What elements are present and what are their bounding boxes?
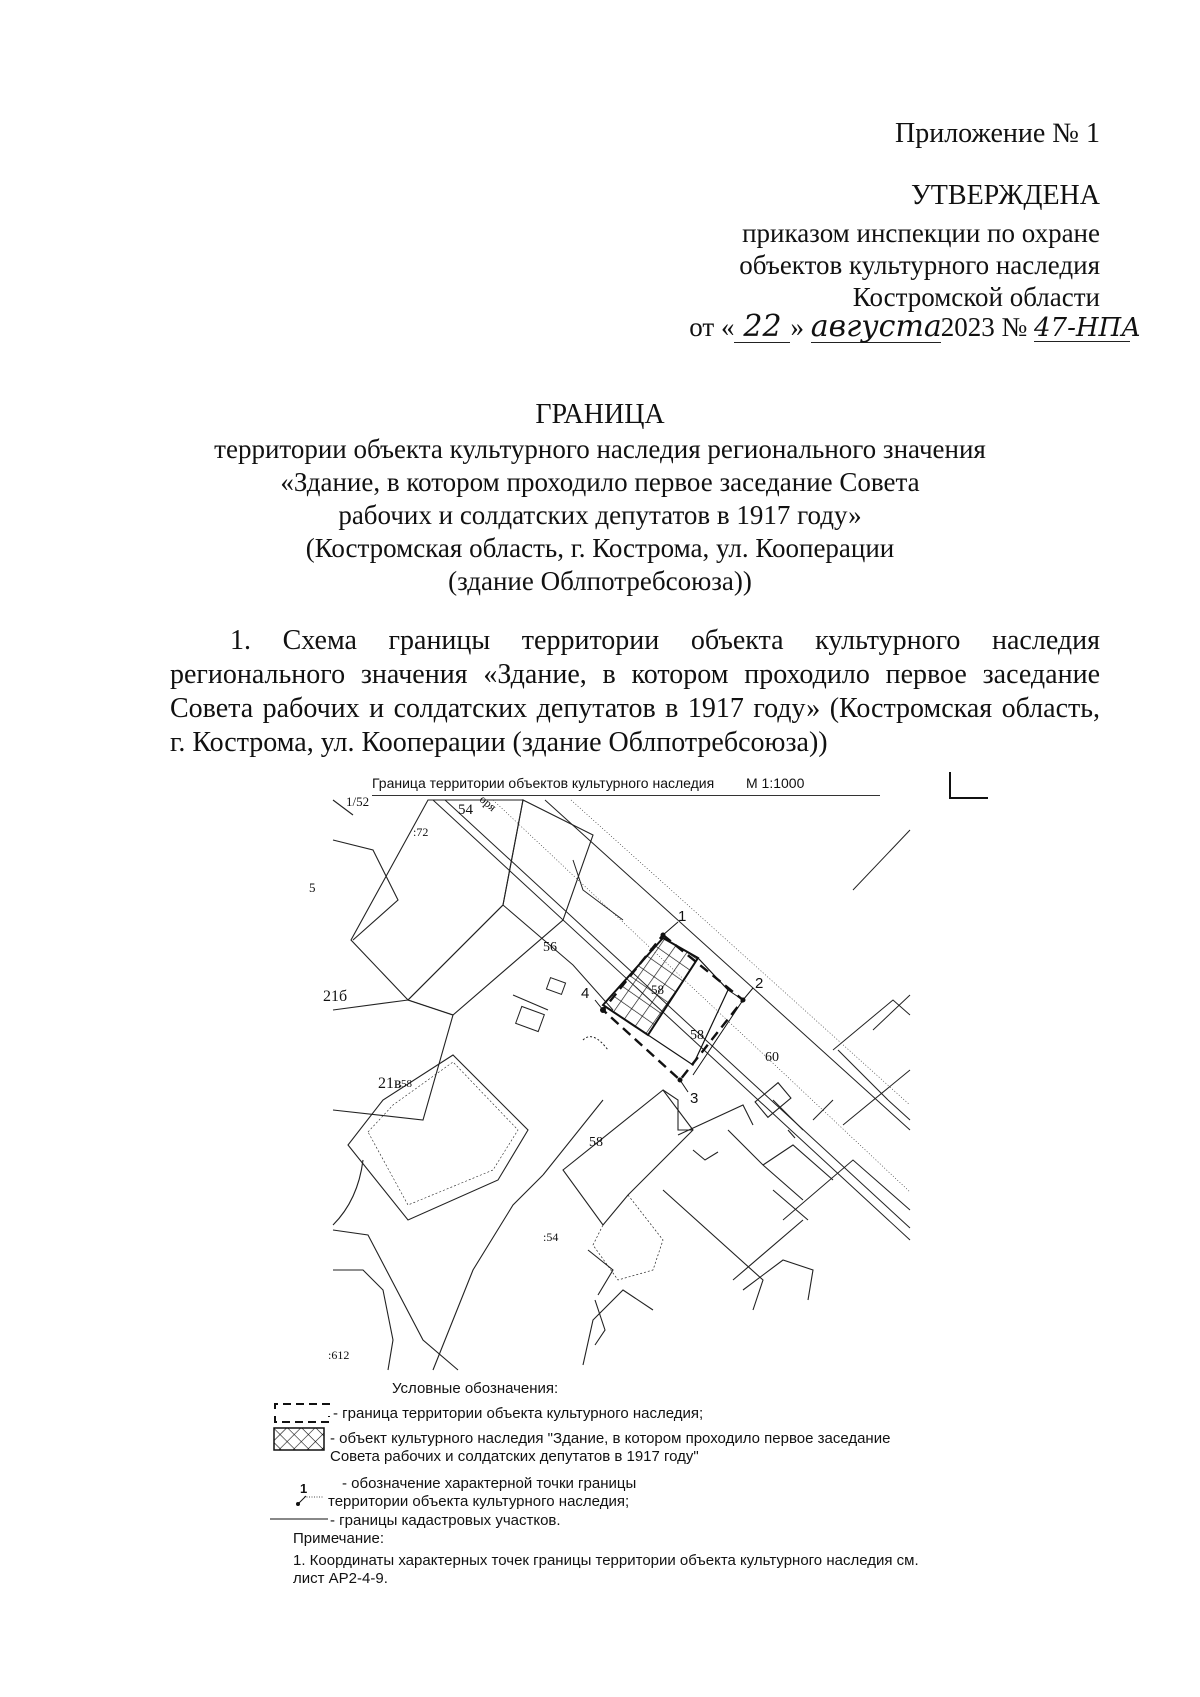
corner-mark-icon (948, 770, 990, 800)
map-caption-text: Граница территории объектов культурного наследия (372, 775, 715, 791)
title-line-1: территории объекта культурного наследия регионального значения (214, 434, 986, 464)
legend-note-title: Примечание: (293, 1530, 384, 1547)
date-year-no: 2023 № (940, 312, 1028, 342)
map-label-60: 60 (765, 1050, 779, 1065)
map-label-1-52: 1/52 (346, 794, 370, 809)
document-title (0, 398, 1200, 598)
map-label-612: :612 (328, 1348, 350, 1362)
approval-date-line (689, 309, 1141, 344)
appendix-label: Приложение № 1 (895, 118, 1100, 149)
map-street-label: оря (476, 792, 500, 815)
cadastral-line-symbol-icon (270, 1516, 330, 1522)
map-label-58a: :58 (398, 1078, 413, 1090)
legend-item-boundary: - граница территории объекта культурного наследия; (333, 1405, 704, 1422)
section-1-paragraph (170, 624, 1100, 760)
map-point-1: 1 (678, 908, 687, 925)
map-point-3: 3 (690, 1090, 699, 1107)
map-label-56: 56 (543, 940, 557, 955)
map-label-5: 5 (309, 880, 316, 895)
date-day: 22 (734, 312, 790, 343)
legend-item-point-line-1: - обозначение характерной точки границы (342, 1475, 637, 1492)
order-number: 47-НПА (1034, 313, 1141, 343)
map-label-54b: :54 (543, 1230, 559, 1244)
map-label-21v: 21в (378, 1075, 402, 1092)
legend-item-cadastral: - границы кадастровых участков. (330, 1512, 561, 1529)
map-label-58d: 58 (589, 1135, 603, 1150)
legend-item-point-line-2: территории объекта культурного наследия; (328, 1493, 630, 1510)
map-point-2: 2 (755, 975, 764, 992)
legend-item-object-line-1: - объект культурного наследия "Здание, в котором проходило первое заседание (330, 1430, 891, 1447)
map-scale: М 1:1000 (745, 775, 805, 791)
legend-point-symbol: 1 (300, 1481, 308, 1496)
legend-item-object-line-2: Совета рабочих и солдатских депутатов в 1917 году" (330, 1448, 699, 1465)
map-label-21b: 21б (323, 988, 348, 1005)
cadastral-map (309, 792, 910, 1370)
approval-line-1: приказом инспекции по охране (742, 218, 1100, 248)
hatched-object-symbol-icon (273, 1427, 325, 1451)
date-mid: » (790, 312, 804, 342)
legend-note-line-2: лист АР2-4-9. (293, 1570, 388, 1587)
map-label-58c: 58 (690, 1028, 704, 1043)
title-line-3: рабочих и солдатских депутатов в 1917 году» (338, 500, 862, 530)
title-line-5: (здание Облпотребсоюза)) (448, 566, 752, 596)
dashed-boundary-symbol-icon (273, 1402, 331, 1424)
title-heading: ГРАНИЦА (535, 399, 665, 430)
approval-line-3: Костромской области (852, 282, 1100, 312)
date-month: августа (810, 309, 942, 344)
approved-label: УТВЕРЖДЕНА (910, 180, 1100, 211)
map-point-4: 4 (581, 985, 590, 1002)
legend-title: Условные обозначения: (392, 1380, 559, 1397)
map-caption (372, 775, 804, 791)
map-label-58b: 58 (651, 982, 664, 997)
map-caption-underline (372, 795, 880, 796)
date-prefix: от « (689, 312, 735, 342)
section-1-text: 1. Схема границы территории объекта культурного наследия регионального значения «Здание, в котором проходило первое заседание Совета рабочих и солдатских депутатов в 1917 году» (Костромская область, г. Кострома, ул. Кооперации (здание Облпотребсоюза)) (170, 625, 1100, 758)
map-drawing (333, 800, 910, 1370)
title-line-2: «Здание, в котором проходило первое заседание Совета (280, 467, 920, 497)
street-lines (433, 800, 910, 1240)
title-line-4: (Костромская область, г. Кострома, ул. Кооперации (305, 533, 895, 563)
approval-line-2: объектов культурного наследия (739, 250, 1100, 280)
map-label-54: 54 (458, 802, 473, 818)
point-marker-symbol-icon (294, 1494, 326, 1508)
legend-note-line-1: 1. Координаты характерных точек границы территории объекта культурного наследия см. (293, 1552, 919, 1569)
map-label-72: :72 (413, 825, 429, 839)
